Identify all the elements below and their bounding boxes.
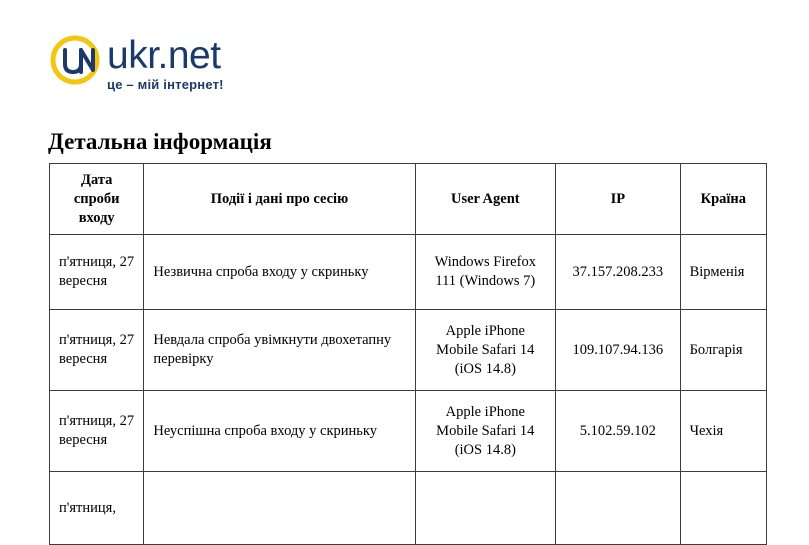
page-title: Детальна інформація xyxy=(48,129,272,155)
table-header xyxy=(50,164,767,235)
column-header-date xyxy=(50,164,144,235)
column-header-date-line2: спроби xyxy=(73,190,120,207)
cell-user-agent: Windows Firefox 111 (Windows 7) xyxy=(415,235,556,310)
logo-wordmark: ukr.net xyxy=(107,34,221,77)
cell-date: п'ятниця, 27 вересня xyxy=(50,310,144,391)
cell-ip xyxy=(556,472,681,545)
cell-country: Чехія xyxy=(680,391,766,472)
cell-event: Незвична спроба входу у скриньку xyxy=(144,235,415,310)
table-row xyxy=(50,472,767,545)
cell-event xyxy=(144,472,415,545)
table-row xyxy=(50,310,767,391)
cell-event: Неуспішна спроба входу у скриньку xyxy=(144,391,415,472)
cell-user-agent xyxy=(415,472,556,545)
logo-slogan: це – мій інтернет! xyxy=(107,77,224,92)
table-body xyxy=(50,235,767,545)
cell-event: Невдала спроба увімкнути двохетапну перевірку xyxy=(144,310,415,391)
column-header-event: Події і дані про сесію xyxy=(144,164,415,235)
table-header-row xyxy=(50,164,767,235)
ukrnet-logo-icon xyxy=(47,34,103,90)
cell-country: Болгарія xyxy=(680,310,766,391)
column-header-date-line1: Дата xyxy=(80,171,113,188)
ukrnet-logo xyxy=(47,34,224,93)
detail-table-container xyxy=(49,163,767,545)
column-header-country: Країна xyxy=(680,164,766,235)
cell-date: п'ятниця, 27 вересня xyxy=(50,391,144,472)
table-row xyxy=(50,391,767,472)
cell-country: Вірменія xyxy=(680,235,766,310)
cell-date: п'ятниця, 27 вересня xyxy=(50,235,144,310)
cell-ip: 109.107.94.136 xyxy=(556,310,681,391)
column-header-ip: IP xyxy=(556,164,681,235)
cell-ip: 5.102.59.102 xyxy=(556,391,681,472)
cell-ip: 37.157.208.233 xyxy=(556,235,681,310)
column-header-date-line3: входу xyxy=(78,209,115,226)
table-row xyxy=(50,235,767,310)
column-header-user-agent: User Agent xyxy=(415,164,556,235)
cell-country xyxy=(680,472,766,545)
cell-user-agent: Apple iPhone Mobile Safari 14 (iOS 14.8) xyxy=(415,310,556,391)
cell-user-agent: Apple iPhone Mobile Safari 14 (iOS 14.8) xyxy=(415,391,556,472)
detail-table xyxy=(49,163,767,545)
cell-date: п'ятниця, xyxy=(50,472,144,545)
